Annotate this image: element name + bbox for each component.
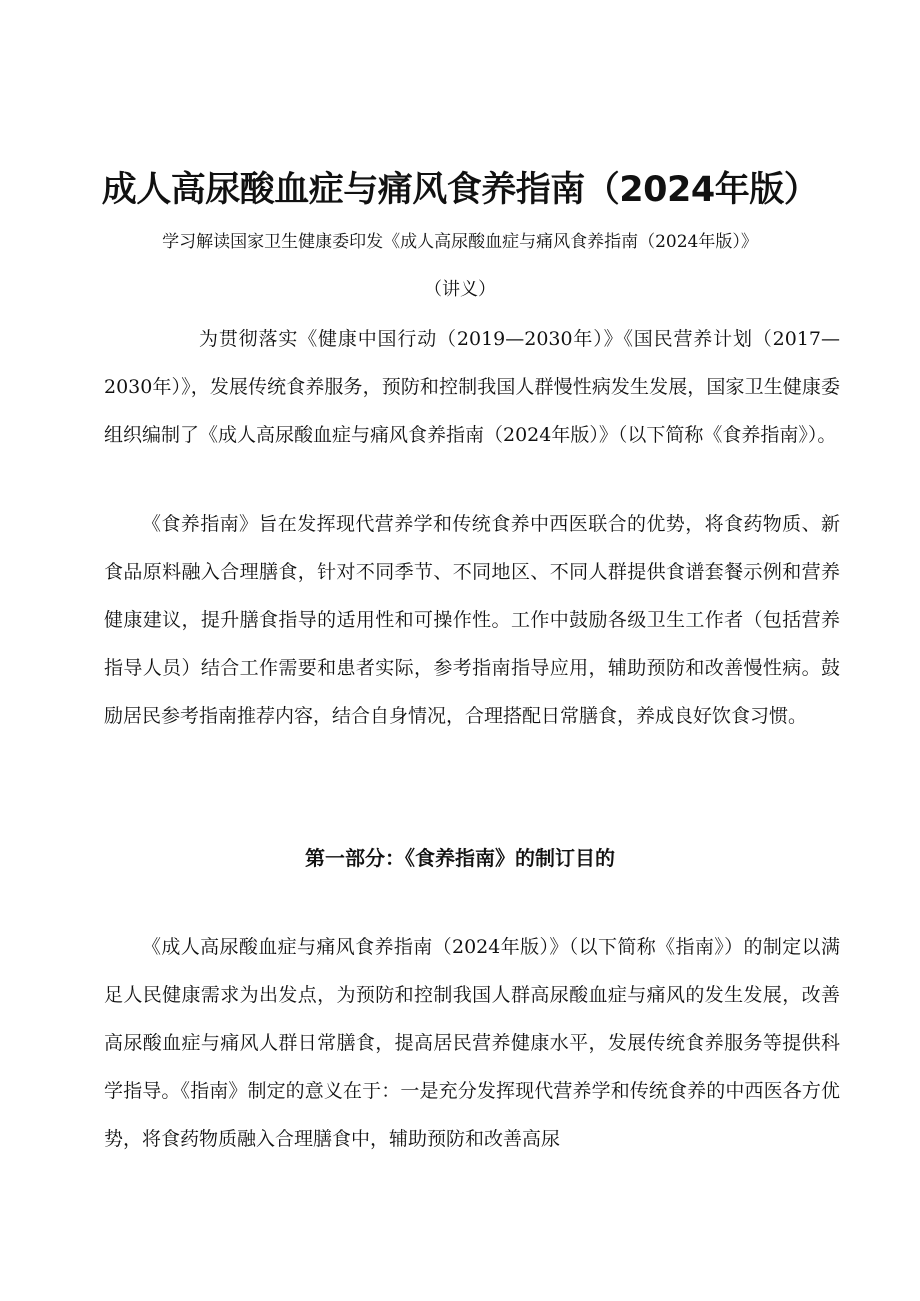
document-title: 成人高尿酸血症与痛风食养指南（2024年版）: [101, 170, 819, 210]
handout-label: （讲义）: [424, 279, 496, 300]
section-one-heading: 第一部分：《食养指南》的制订目的: [305, 846, 615, 870]
intro-paragraph-1: 为贯彻落实《健康中国行动（2019—2030年）》《国民营养计划（2017—2030年）》，发展传统食养服务，预防和控制我国人群慢性病发生发展，国家卫生健康委组织编制了《成人高尿酸血症与痛风食养指南（2024年版）》（以下简称《食养指南》）。: [104, 328, 840, 446]
section-one-paragraph: 《成人高尿酸血症与痛风食养指南（2024年版）》（以下简称《指南》）的制定以满足人民健康需求为出发点，为预防和控制我国人群高尿酸血症与痛风的发生发展，改善高尿酸血症与痛风人群日常膳食，提高居民营养健康水平，发展传统食养服务等提供科学指导。《指南》制定的意义在于：一是充分发挥现代营养学和传统食养的中西医各方优势，将食药物质融入合理膳食中，辅助预防和改善高尿: [104, 936, 840, 1150]
intro-paragraph-2: 《食养指南》旨在发挥现代营养学和传统食养中西医联合的优势，将食药物质、新食品原料融入合理膳食，针对不同季节、不同地区、不同人群提供食谱套餐示例和营养健康建议，提升膳食指导的适用性和可操作性。工作中鼓励各级卫生工作者（包括营养指导人员）结合工作需要和患者实际，参考指南指导应用，辅助预防和改善慢性病。鼓励居民参考指南推荐内容，结合自身情况，合理搭配日常膳食，养成良好饮食习惯。: [104, 513, 840, 727]
document-subtitle: 学习解读国家卫生健康委印发《成人高尿酸血症与痛风食养指南（2024年版）》: [162, 232, 758, 252]
